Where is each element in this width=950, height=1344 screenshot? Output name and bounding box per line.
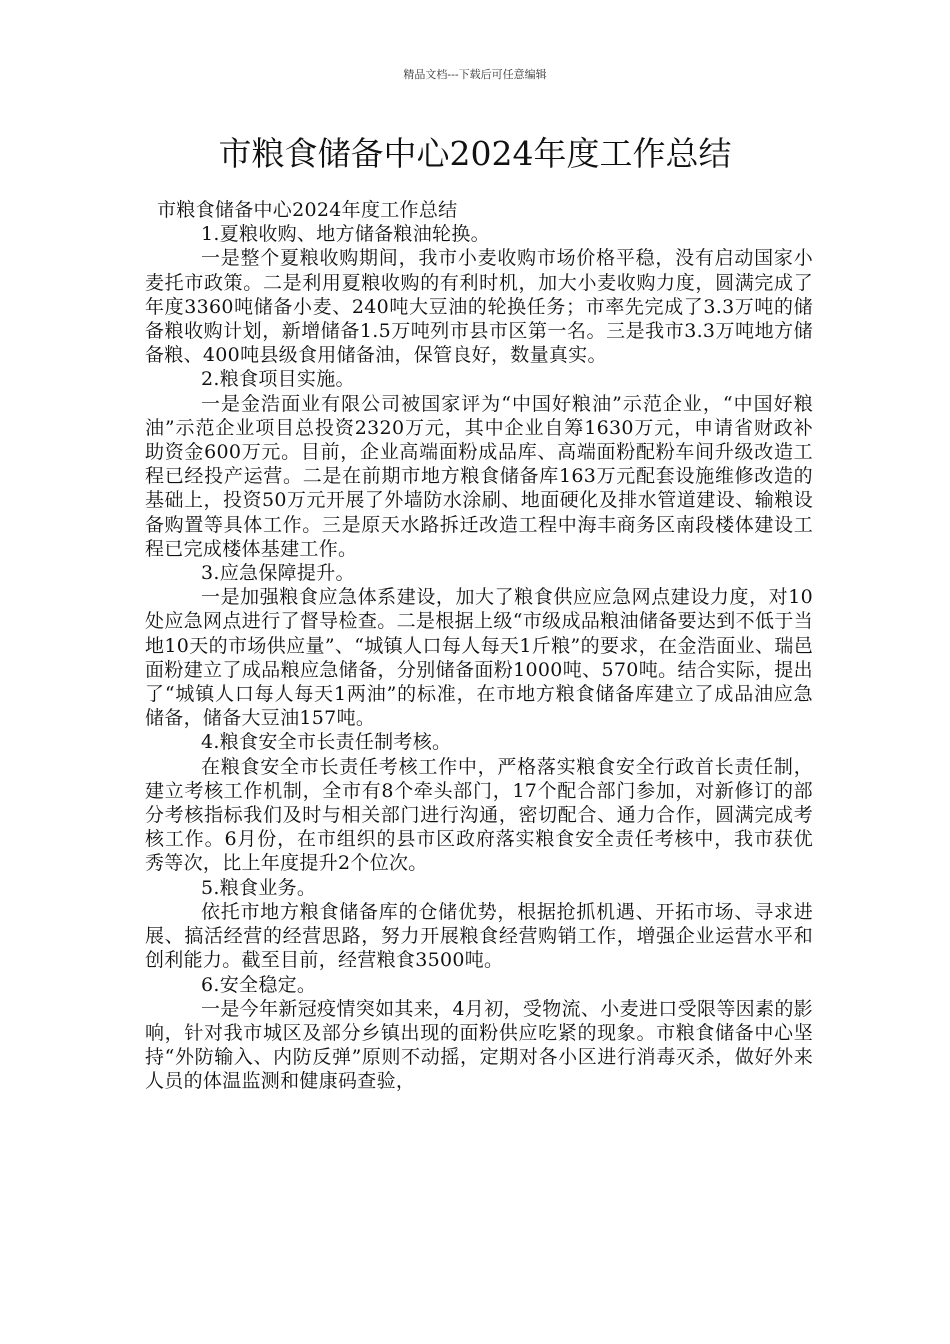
document-subtitle: 市粮食储备中心2024年度工作总结 <box>157 199 458 221</box>
document-body <box>145 198 813 1094</box>
section-heading: 3.应急保障提升。 <box>201 562 355 585</box>
section-paragraph: 一是加强粮食应急体系建设，加大了粮食供应应急网点建设力度，对10处应急网点进行了督导检查。二是根据上级“市级成品粮油储备要达到不低于当地10天的市场供应量”、“城镇人口每人每天1斤粮”的要求，在金浩面业、瑞邑面粉建立了成品粮应急储备，分别储备面粉1000吨、570吨。结合实际，提出了“城镇人口每人每天1两油”的标准，在市地方粮食储备库建立了成品油应急储备，储备大豆油157吨。 <box>145 586 813 730</box>
section-heading: 1.夏粮收购、地方储备粮油轮换。 <box>201 223 490 246</box>
section-paragraph: 一是整个夏粮收购期间，我市小麦收购市场价格平稳，没有启动国家小麦托市政策。二是利用夏粮收购的有利时机，加大小麦收购力度，圆满完成了年度3360吨储备小麦、240吨大豆油的轮换任务；市率先完成了3.3万吨的储备粮收购计划，新增储备1.5万吨列市县市区第一名。三是我市3.3万吨地方储备粮、400吨县级食用储备油，保管良好，数量真实。 <box>145 247 813 367</box>
document-title: 市粮食储备中心2024年度工作总结 <box>218 134 732 173</box>
section-heading: 5.粮食业务。 <box>201 876 317 899</box>
section-paragraph: 在粮食安全市长责任考核工作中，严格落实粮食安全行政首长责任制，建立考核工作机制，全市有8个牵头部门，17个配合部门参加，对新修订的部分考核指标我们及时与相关部门进行沟通，密切配合、通力合作，圆满完成考核工作。6月份，在市组织的县市区政府落实粮食安全责任考核中，我市获优秀等次，比上年度提升2个位次。 <box>145 755 813 875</box>
section-heading: 2.粮食项目实施。 <box>201 368 355 391</box>
header-note: 精品文档---下载后可任意编辑 <box>403 68 547 81</box>
section-paragraph: 依托市地方粮食储备库的仓储优势，根据抢抓机遇、开拓市场、寻求进展、搞活经营的经营思路，努力开展粮食经营购销工作，增强企业运营水平和创利能力。截至目前，经营粮食3500吨。 <box>145 900 813 972</box>
section-heading: 6.安全稳定。 <box>201 973 317 996</box>
section-heading: 4.粮食安全市长责任制考核。 <box>201 731 452 754</box>
section-paragraph: 一是今年新冠疫情突如其来，4月初，受物流、小麦进口受限等因素的影响，针对我市城区及部分乡镇出现的面粉供应吃紧的现象。市粮食储备中心坚持“外防输入、内防反弹”原则不动摇，定期对各小区进行消毒灭杀，做好外来人员的体温监测和健康码查验， <box>145 997 813 1093</box>
section-paragraph: 一是金浩面业有限公司被国家评为“中国好粮油”示范企业，“中国好粮油”示范企业项目总投资2320万元，其中企业自筹1630万元，申请省财政补助资金600万元。目前，企业高端面粉成品库、高端面粉配粉车间升级改造工程已经投产运营。二是在前期市地方粮食储备库163万元配套设施维修改造的基础上，投资50万元开展了外墙防水涂刷、地面硬化及排水管道建设、输粮设备购置等具体工作。三是原天水路拆迁改造工程中海丰商务区南段楼体建设工程已完成楼体基建工作。 <box>145 392 813 560</box>
